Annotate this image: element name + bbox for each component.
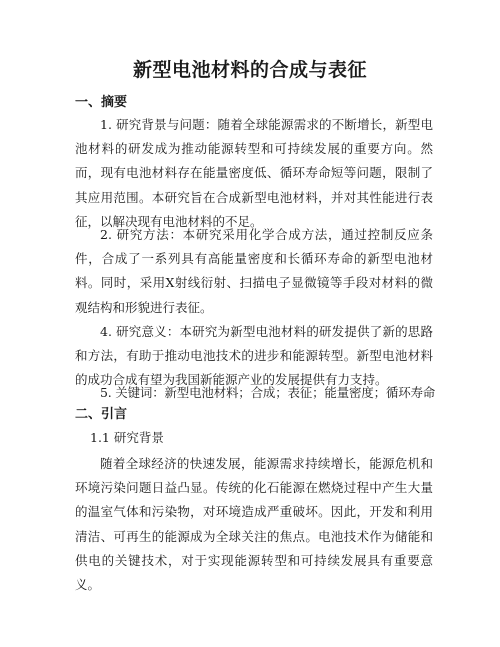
abstract-item-significance: 4. 研究意义：本研究为新型电池材料的研发提供了新的思路和方法，有助于推动电池技术的进步和能源转型。新型电池材料的成功合成有望为我国新能源产业的发展提供有力支持。 <box>75 324 433 388</box>
abstract-item-background: 1. 研究背景与问题：随着全球能源需求的不断增长，新型电池材料的研发成为推动能源转型和可持续发展的重要方向。然而，现有电池材料存在能量密度低、循环寿命短等问题，限制了其应用范围。本研究旨在合成新型电池材料，并对其性能进行表征，以解决现有电池材料的不足。 <box>75 117 433 229</box>
section-heading-intro: 二、引言 <box>75 407 128 422</box>
document-title: 新型电池材料的合成与表征 <box>132 59 367 81</box>
intro-paragraph: 随着全球经济的快速发展，能源需求持续增长，能源危机和环境污染问题日益凸显。传统的化石能源在燃烧过程中产生大量的温室气体和污染物，对环境造成严重破坏。因此，开发和利用清洁、可再生的能源成为全球关注的焦点。电池技术作为储能和供电的关键技术，对于实现能源转型和可持续发展具有重要意义。 <box>75 456 433 593</box>
subsection-heading-background: 1.1 研究背景 <box>90 430 164 445</box>
abstract-item-keywords: 5. 关键词：新型电池材料；合成；表征；能量密度；循环寿命 <box>100 385 436 400</box>
abstract-item-method: 2. 研究方法：本研究采用化学合成方法，通过控制反应条件，合成了一系列具有高能量密度和长循环寿命的新型电池材料。同时，采用X射线衍射、扫描电子显微镜等手段对材料的微观结构和形貌进行表征。 <box>75 227 433 315</box>
section-heading-abstract: 一、摘要 <box>75 95 128 110</box>
